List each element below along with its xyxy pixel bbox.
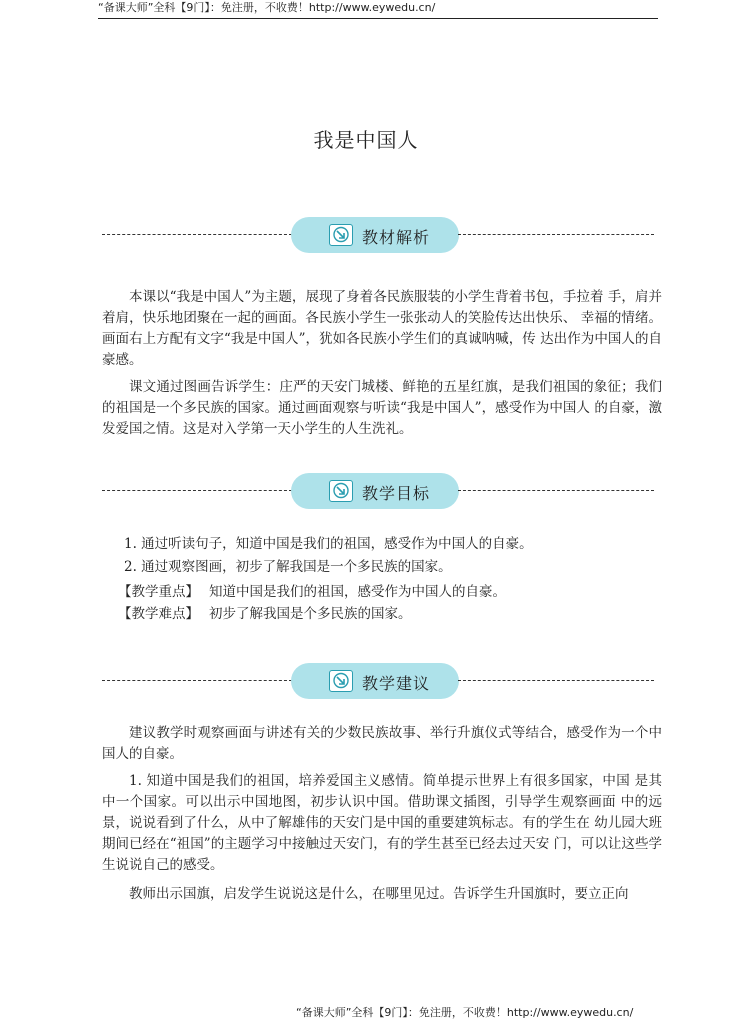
divider <box>102 234 292 235</box>
section-title: 教学建议 <box>362 674 431 693</box>
key-point-label: 【教学重点】 <box>118 584 199 600</box>
arrow-down-right-icon <box>329 480 353 502</box>
difficult-point <box>118 605 412 623</box>
page-title: 我是中国人 <box>313 128 419 152</box>
page-header: “备课大师”全科【9门】：免注册，不收费！http://www.eywedu.cn/ <box>98 0 658 19</box>
divider <box>458 234 654 235</box>
paragraph: 1. 知道中国是我们的祖国，培养爱国主义感情。简单提示世界上有很多国家，中国 是其中一个国家。可以出示中国地图，初步认识中国。借助课文插图，引导学生观察画面 中的远景，说说看到了什么，从中了解雄伟的天安门是中国的重要建筑标志。有的学生在 幼儿园大班期间已经在“祖国”的主题学习中接触过天安门，有的学生甚至已经去过天安 门，可以让这些学生说说自己的感受。 <box>102 773 662 873</box>
goal-item: 1. 通过听读句子，知道中国是我们的祖国，感受作为中国人的自豪。 <box>124 536 533 552</box>
paragraph: 本课以“我是中国人”为主题，展现了身着各民族服装的小学生背着书包，手拉着 手，肩并着肩，快乐地团聚在一起的画面。各民族小学生一张张动人的笑脸传达出快乐、 幸福的情绪。画面右上方配有文字“我是中国人”，犹如各民族小学生们的真诚呐喊，传 达出作为中国人的自豪感。 <box>102 289 662 368</box>
divider <box>458 680 654 681</box>
divider <box>102 490 292 491</box>
divider <box>458 490 654 491</box>
section-title: 教学目标 <box>362 484 431 503</box>
section-header-textbook-analysis <box>0 216 732 256</box>
page-footer: “备课大师”全科【9门】：免注册，不收费！http://www.eywedu.cn/ <box>296 1006 634 1019</box>
goal-item: 2. 通过观察图画，初步了解我国是一个多民族的国家。 <box>124 559 452 575</box>
key-point <box>118 583 506 601</box>
paragraph: 教师出示国旗，启发学生说说这是什么，在哪里见过。告诉学生升国旗时，要立正向 <box>129 886 629 902</box>
paragraph: 课文通过图画告诉学生：庄严的天安门城楼、鲜艳的五星红旗，是我们祖国的象征；我们的祖国是一个多民族的国家。通过画面观察与听读“我是中国人”，感受作为中国人 的自豪，激发爱国之情。这是对入学第一天小学生的人生洗礼。 <box>102 379 662 437</box>
divider <box>102 680 292 681</box>
paragraph: 建议教学时观察画面与讲述有关的少数民族故事、举行升旗仪式等结合，感受作为一个中国人的自豪。 <box>102 725 662 762</box>
key-point-text: 知道中国是我们的祖国，感受作为中国人的自豪。 <box>209 584 506 600</box>
difficult-point-label: 【教学难点】 <box>118 606 199 622</box>
difficult-point-text: 初步了解我国是个多民族的国家。 <box>209 606 412 622</box>
section-header-teaching-goals <box>0 472 732 512</box>
arrow-down-right-icon <box>329 224 353 246</box>
section-title: 教材解析 <box>362 228 431 247</box>
section-header-teaching-suggestions <box>0 662 732 702</box>
arrow-down-right-icon <box>329 670 353 692</box>
